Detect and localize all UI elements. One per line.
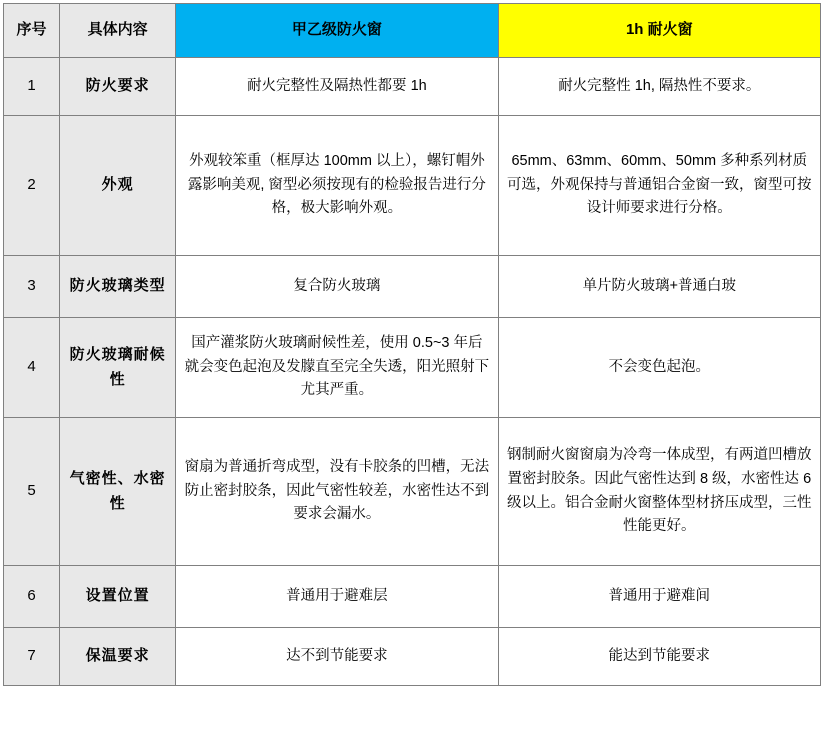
table-row [4, 116, 821, 256]
table-row [4, 418, 821, 566]
row-col4: 耐火完整性 1h, 隔热性不要求。 [498, 58, 820, 116]
table-row [4, 58, 821, 116]
header-cell-1h-window: 1h 耐火窗 [498, 4, 820, 58]
row-no: 1 [4, 58, 60, 116]
comparison-sheet [0, 3, 824, 754]
row-no: 5 [4, 418, 60, 566]
row-item: 防火要求 [60, 58, 176, 116]
row-col4: 单片防火玻璃+普通白玻 [498, 256, 820, 318]
row-no: 7 [4, 628, 60, 686]
table-header-row [4, 4, 821, 58]
row-col3: 耐火完整性及隔热性都要 1h [176, 58, 498, 116]
table-row [4, 566, 821, 628]
row-item: 外观 [60, 116, 176, 256]
header-cell-item: 具体内容 [60, 4, 176, 58]
table-row [4, 628, 821, 686]
row-col3: 达不到节能要求 [176, 628, 498, 686]
row-col3: 外观较笨重（框厚达 100mm 以上），螺钉帽外露影响美观, 窗型必须按现有的检验报告进行分格，极大影响外观。 [176, 116, 498, 256]
row-col4: 不会变色起泡。 [498, 318, 820, 418]
row-item: 气密性、水密性 [60, 418, 176, 566]
row-item: 防火玻璃耐候性 [60, 318, 176, 418]
header-cell-no: 序号 [4, 4, 60, 58]
row-no: 6 [4, 566, 60, 628]
row-no: 4 [4, 318, 60, 418]
row-col3: 复合防火玻璃 [176, 256, 498, 318]
row-no: 3 [4, 256, 60, 318]
row-item: 保温要求 [60, 628, 176, 686]
row-col3: 国产灌浆防火玻璃耐候性差，使用 0.5~3 年后就会变色起泡及发朦直至完全失透，阳光照射下尤其严重。 [176, 318, 498, 418]
row-item: 设置位置 [60, 566, 176, 628]
row-no: 2 [4, 116, 60, 256]
comparison-table [3, 3, 821, 686]
row-item: 防火玻璃类型 [60, 256, 176, 318]
header-cell-fire-window: 甲乙级防火窗 [176, 4, 498, 58]
row-col4: 钢制耐火窗窗扇为冷弯一体成型，有两道凹槽放置密封胶条。因此气密性达到 8 级，水密性达 6 级以上。铝合金耐火窗整体型材挤压成型，三性性能更好。 [498, 418, 820, 566]
row-col3: 普通用于避难层 [176, 566, 498, 628]
row-col4: 能达到节能要求 [498, 628, 820, 686]
table-row [4, 318, 821, 418]
row-col3: 窗扇为普通折弯成型，没有卡胶条的凹槽，无法防止密封胶条，因此气密性较差，水密性达不到要求会漏水。 [176, 418, 498, 566]
row-col4: 65mm、63mm、60mm、50mm 多种系列材质可选，外观保持与普通铝合金窗一致，窗型可按设计师要求进行分格。 [498, 116, 820, 256]
row-col4: 普通用于避难间 [498, 566, 820, 628]
table-row [4, 256, 821, 318]
